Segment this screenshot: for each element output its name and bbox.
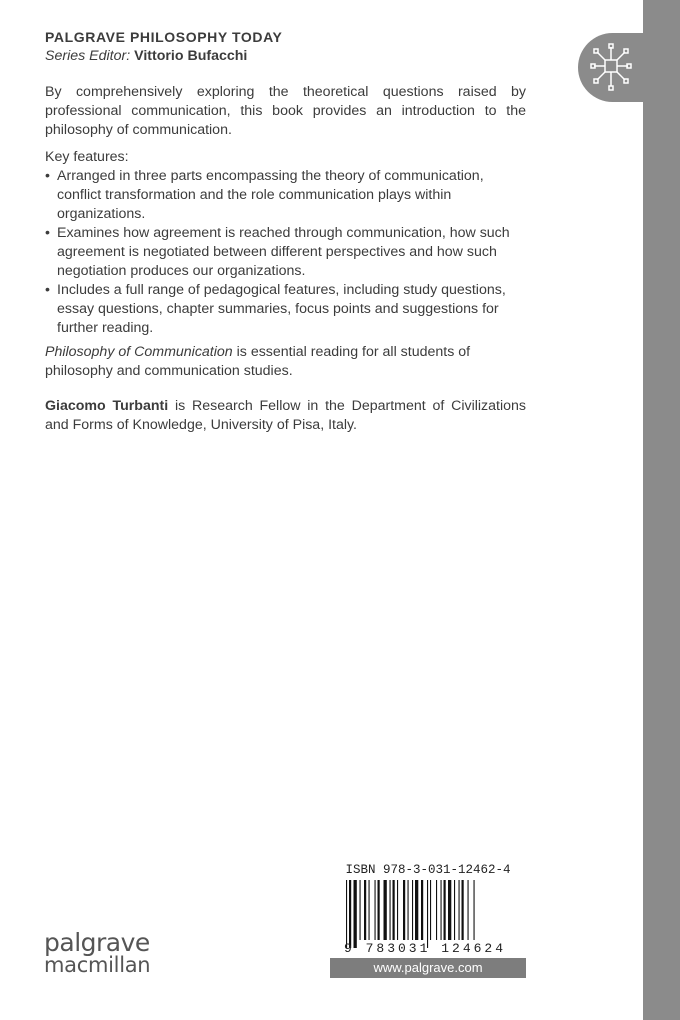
barcode-bar [448, 880, 451, 940]
barcode-box [330, 858, 526, 978]
barcode-bar [468, 880, 469, 940]
logo-line1: palgrave [44, 928, 150, 957]
publisher-url: www.palgrave.com [330, 958, 526, 978]
spine-bar [643, 0, 680, 1020]
barcode-bar [462, 880, 464, 940]
barcode-digits: 9 783031 124624 [344, 941, 507, 956]
barcode-bar [441, 880, 442, 940]
author-bio [45, 397, 526, 435]
barcode-bar [375, 880, 376, 940]
barcode-bar [459, 880, 460, 940]
key-features-label: Key features: [45, 149, 129, 165]
barcode-bar [349, 880, 351, 948]
barcode-bar [378, 880, 380, 940]
barcode-bar [390, 880, 391, 940]
barcode-bar [384, 880, 387, 940]
barcode-bar [444, 880, 446, 940]
series-editor-label: Series Editor: [45, 48, 131, 64]
barcode-bar [408, 880, 409, 940]
closing-paragraph [45, 343, 526, 381]
publisher-logo [44, 928, 151, 977]
barcode-bar [360, 880, 361, 940]
closing-text: is essential reading for all students of philosophy and communication studies. [45, 344, 471, 379]
network-icon [590, 41, 634, 93]
barcode-bar [427, 880, 428, 948]
barcode-bar [412, 880, 413, 940]
barcode-bar [369, 880, 370, 940]
series-editor [45, 47, 526, 66]
series-editor-name: Vittorio Bufacchi [134, 48, 248, 64]
logo-line2: macmillan [44, 953, 151, 977]
key-features-list [45, 167, 526, 338]
series-tab [578, 33, 658, 102]
barcode-bar [354, 880, 357, 948]
barcode-bar [421, 880, 423, 940]
description: By comprehensively exploring the theoretical questions raised by professional communication, this book provides an introduction to the philosophy of communication. [45, 84, 526, 138]
barcode-bar [393, 880, 395, 940]
list-item: • Includes a full range of pedagogical features, including study questions, essay questions, chapter summaries, focus points and suggestions for further reading. [45, 281, 526, 338]
barcode-bar [430, 880, 431, 940]
author-name: Giacomo Turbanti [45, 398, 169, 414]
barcode-bar [364, 880, 366, 940]
barcode-bar [397, 880, 398, 940]
book-title: Philosophy of Communication [45, 344, 233, 360]
barcode-bar [436, 880, 437, 940]
barcode-bar [346, 880, 347, 948]
barcode-bar [415, 880, 418, 940]
list-item: • Examines how agreement is reached through communication, how such agreement is negotiated between different perspectives and how such negotiation produces our organizations. [45, 224, 526, 281]
list-item: • Arranged in three parts encompassing the theory of communication, conflict transformation and the role communication plays within organizations. [45, 167, 526, 224]
barcode-bar [403, 880, 405, 940]
barcode-bar [474, 880, 475, 940]
author-bio-text: is Research Fellow in the Department of Civilizations and Forms of Knowledge, University of Pisa, Italy. [45, 398, 526, 433]
back-cover-text [45, 28, 526, 435]
isbn: ISBN 978-3-031-12462-4 [345, 863, 511, 877]
barcode-bar [454, 880, 455, 940]
series-title: PALGRAVE PHILOSOPHY TODAY [45, 29, 283, 45]
barcode [344, 880, 514, 948]
